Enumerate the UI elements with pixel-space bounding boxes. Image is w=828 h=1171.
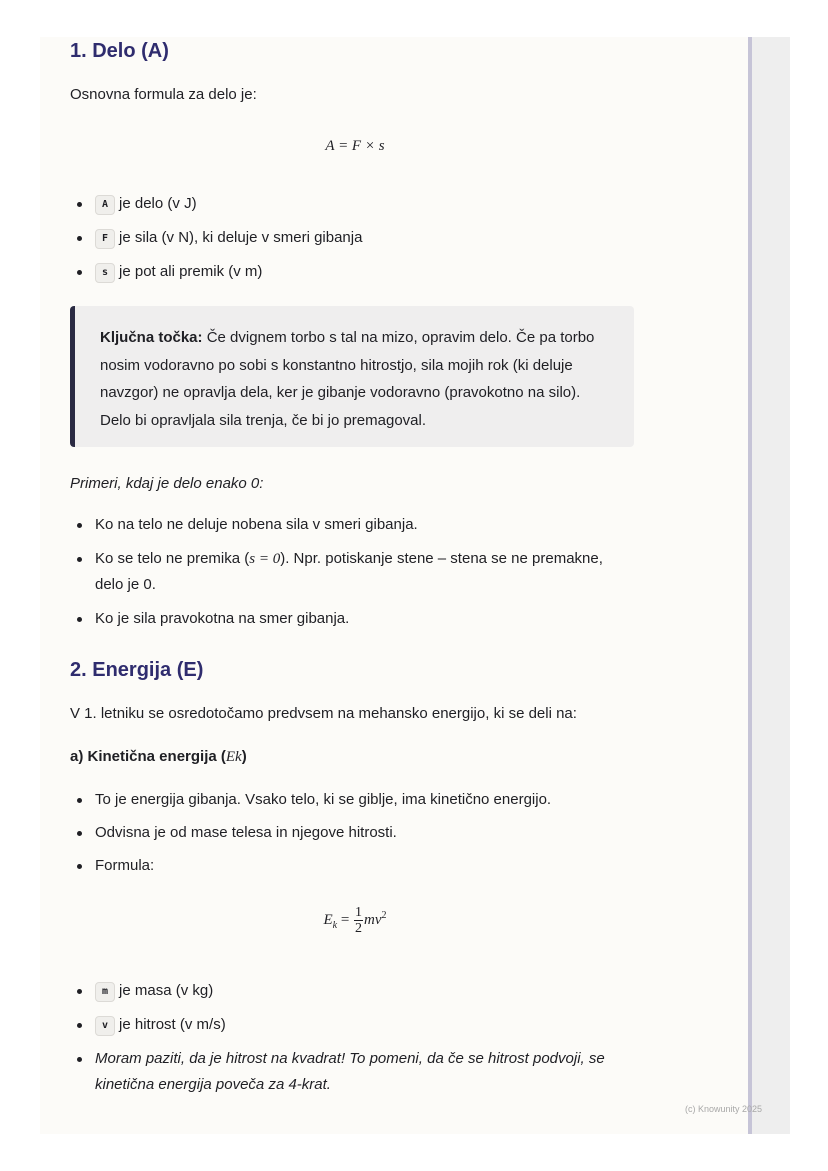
callout-text	[100, 324, 614, 434]
scrollbar-thumb[interactable]	[748, 37, 752, 1134]
heading-energija: 2. Energija (E)	[70, 659, 204, 681]
list-item: Ko je sila pravokotna na smer gibanja.	[70, 606, 630, 632]
subheading-text: a) Kinetična energija (	[70, 748, 226, 765]
formula-part: mv	[364, 911, 382, 928]
examples-list	[70, 512, 630, 632]
examples-title: Primeri, kdaj je delo enako 0:	[70, 475, 264, 492]
formula-part: 2	[381, 909, 387, 921]
list-item: Ko na telo ne deluje nobena sila v smeri gibanja.	[70, 512, 630, 538]
code-s: s	[95, 263, 115, 283]
code-v: v	[95, 1016, 115, 1036]
formula-part: E	[323, 911, 333, 928]
formula-kinetic	[70, 905, 640, 936]
fraction	[354, 905, 363, 936]
subheading-kinetic	[70, 743, 247, 771]
list-item: Odvisna je od mase telesa in njegove hitrosti.	[70, 820, 551, 846]
math-inline: s = 0	[249, 551, 281, 567]
callout-label: Ključna točka:	[100, 329, 203, 346]
key-point-callout	[70, 306, 634, 447]
subheading-text: )	[241, 748, 247, 765]
scrollbar-track[interactable]	[748, 37, 790, 1134]
formula-part: k	[332, 919, 338, 931]
list-item-text: je masa (v kg)	[119, 982, 214, 999]
list-item	[70, 1012, 630, 1038]
list-item	[70, 978, 630, 1004]
callout-body: Če dvignem torbo s tal na mizo, opravim delo. Če pa torbo nosim vodoravno po sobi s konstantno hitrostjo, sila mojih rok (ki deluje navzgor) ne opravlja dela, ker je gibanje vodoravno (pravokotno na silo). Delo bi opravljala sila trenja, če bi jo premagoval.	[100, 329, 595, 429]
formula-part: =	[340, 911, 350, 928]
list-item	[70, 546, 630, 598]
math-inline: Ek	[225, 749, 242, 765]
list-item: Moram paziti, da je hitrost na kvadrat! To pomeni, da če se hitrost podvoji, se kinetična energija poveča za 4-krat.	[70, 1046, 630, 1098]
fraction-denominator: 2	[355, 921, 363, 936]
list-item-text: je delo (v J)	[119, 195, 197, 212]
code-a: A	[95, 195, 115, 215]
list-item-text: je hitrost (v m/s)	[119, 1016, 226, 1033]
list-item-text: je pot ali premik (v m)	[119, 263, 263, 280]
intro-energija: V 1. letniku se osredotočamo predvsem na mehansko energijo, ki se deli na:	[70, 705, 577, 722]
intro-delo: Osnovna formula za delo je:	[70, 86, 257, 103]
variables-list-kinetic	[70, 978, 630, 1098]
formula-work: A = F × s	[325, 138, 385, 154]
kinetic-list	[70, 787, 551, 879]
variables-list-work	[70, 191, 362, 285]
heading-delo: 1. Delo (A)	[70, 40, 169, 62]
list-item-text: ). Npr. potiskanje stene – stena se ne premakne, delo je 0.	[95, 550, 603, 593]
code-m: m	[95, 982, 115, 1002]
list-item: Formula:	[70, 853, 551, 879]
list-item-text: Ko se telo ne premika (	[95, 550, 250, 567]
list-item: To je energija gibanja. Vsako telo, ki se giblje, ima kinetično energijo.	[70, 787, 551, 813]
list-item	[70, 191, 362, 217]
list-item	[70, 225, 362, 251]
fraction-numerator: 1	[355, 905, 363, 920]
code-f: F	[95, 229, 115, 249]
list-item-text: je sila (v N), ki deluje v smeri gibanja	[119, 229, 363, 246]
footer-copyright: (c) Knowunity 2025	[685, 1104, 763, 1114]
list-item	[70, 259, 362, 285]
